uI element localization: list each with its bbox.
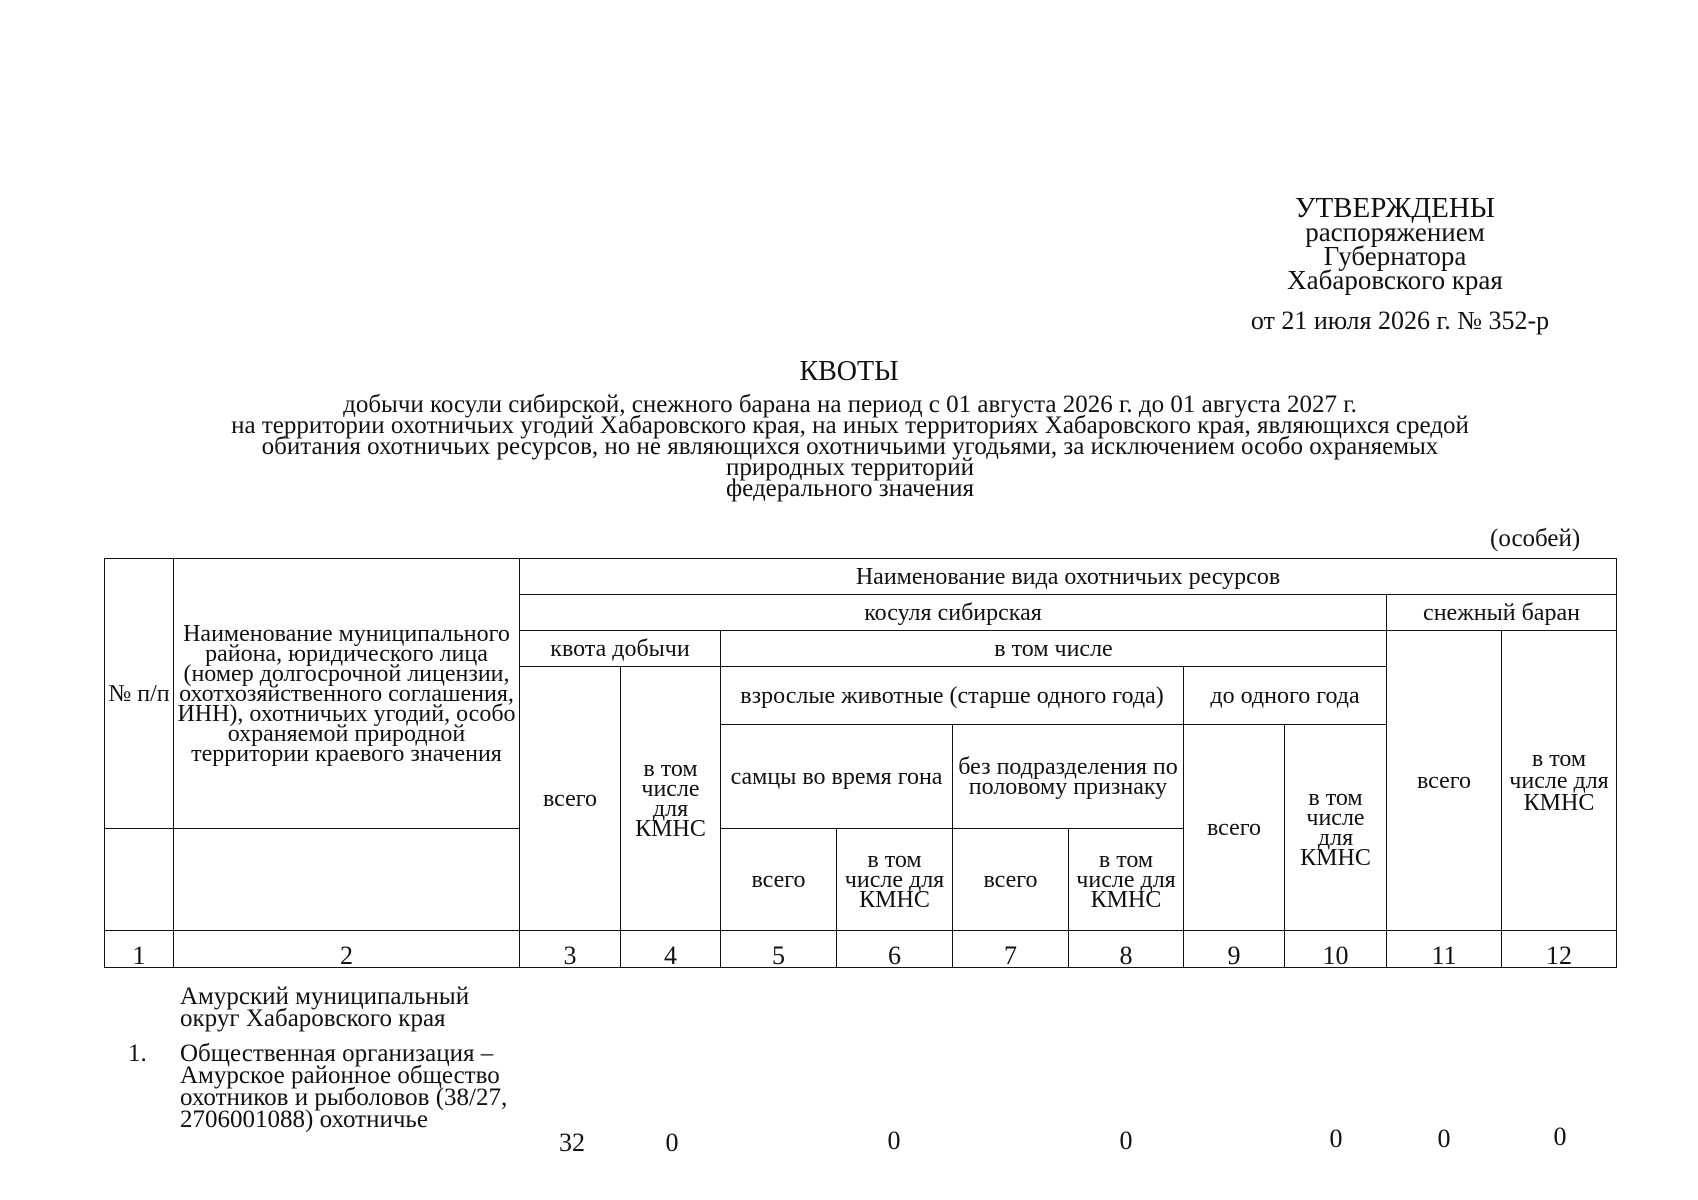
- column-number: 12: [1502, 931, 1617, 968]
- column-number: 9: [1184, 931, 1285, 968]
- approval-block: [1230, 192, 1560, 295]
- subtitle-line: природных территорий: [726, 454, 974, 481]
- header-kmns: в том числе для КМНС: [1069, 829, 1184, 931]
- quota-table: [104, 558, 1617, 968]
- approval-line: распоряжением: [1305, 217, 1485, 247]
- subtitle-line: обитания охотничьих ресурсов, но не являющихся охотничьими угодьями, за исключением особо охраняемых: [261, 433, 1439, 460]
- subtitle-line: на территории охотничьих угодий Хабаровского края, на иных территориях Хабаровского края, являющихся средой: [231, 412, 1469, 439]
- column-number: 7: [953, 931, 1069, 968]
- value-col4: 0: [665, 1128, 679, 1157]
- column-number: 10: [1285, 931, 1387, 968]
- document-subtitle: [120, 391, 1580, 502]
- approval-date: от 21 июля 2026 г. № 352-р: [1250, 306, 1550, 335]
- column-number: 4: [621, 931, 721, 968]
- header-name: Наименование муниципального района, юридического лица (номер долгосрочной лицензии, охотхозяйственного соглашения, ИНН), охотничьих угодий, особо охраняемой природной территории краевого значения: [174, 559, 520, 829]
- value-col12: 0: [1553, 1122, 1567, 1151]
- header-adults: взрослые животные (старше одного года): [721, 667, 1184, 725]
- header-kmns: в том числе для КМНС: [837, 829, 953, 931]
- header-kmns: в том числе для КМНС: [1285, 725, 1387, 931]
- header-species-sheep: снежный баран: [1387, 595, 1617, 631]
- subtitle-line: федерального значения: [725, 475, 974, 502]
- item-text: Общественная организация – Амурское районное общество охотников и рыболовов (38/27, 2706001088) охотничье: [180, 1040, 508, 1133]
- document-title: КВОТЫ: [799, 356, 899, 387]
- header-total: всего: [953, 829, 1069, 931]
- header-species-roe: косуля сибирская: [520, 595, 1387, 631]
- value-col8: 0: [1119, 1126, 1133, 1155]
- header-kmns: в том числе для КМНС: [1502, 631, 1617, 931]
- approval-heading: УТВЕРЖДЕНЫ: [1294, 192, 1496, 224]
- column-number: 3: [520, 931, 621, 968]
- value-col6: 0: [887, 1126, 901, 1155]
- column-number: 6: [837, 931, 953, 968]
- approval-line: Губернатора: [1323, 241, 1467, 271]
- header-total: всего: [520, 667, 621, 931]
- header-quota: квота добычи: [520, 631, 721, 667]
- header-total: всего: [721, 829, 837, 931]
- column-number: 2: [174, 931, 520, 968]
- header-no-sex: без подразделения по половому признаку: [953, 725, 1184, 829]
- header-under-one: до одного года: [1184, 667, 1387, 725]
- header-kmns: в том числе для КМНС: [621, 667, 721, 931]
- column-number: 8: [1069, 931, 1184, 968]
- header-resources: Наименование вида охотничьих ресурсов: [520, 559, 1617, 595]
- column-number: 5: [721, 931, 837, 968]
- column-number: 1: [105, 931, 174, 968]
- value-col3: 32: [559, 1128, 585, 1157]
- header-including: в том числе: [721, 631, 1387, 667]
- item-number: 1.: [128, 1040, 147, 1067]
- header-total: всего: [1184, 725, 1285, 931]
- district-heading: Амурский муниципальный округ Хабаровского края: [180, 983, 470, 1032]
- value-col11: 0: [1437, 1124, 1451, 1153]
- column-number: 11: [1387, 931, 1502, 968]
- header-males: самцы во время гона: [721, 725, 953, 829]
- header-total: всего: [1387, 631, 1502, 931]
- approval-line: Хабаровского края: [1287, 265, 1503, 295]
- units-label: (особей): [1490, 525, 1581, 552]
- header-num: № п/п: [105, 559, 174, 829]
- subtitle-line: добычи косули сибирской, снежного барана на период с 01 августа 2026 г. до 01 августа 2027 г.: [343, 391, 1357, 418]
- value-col10: 0: [1329, 1124, 1343, 1153]
